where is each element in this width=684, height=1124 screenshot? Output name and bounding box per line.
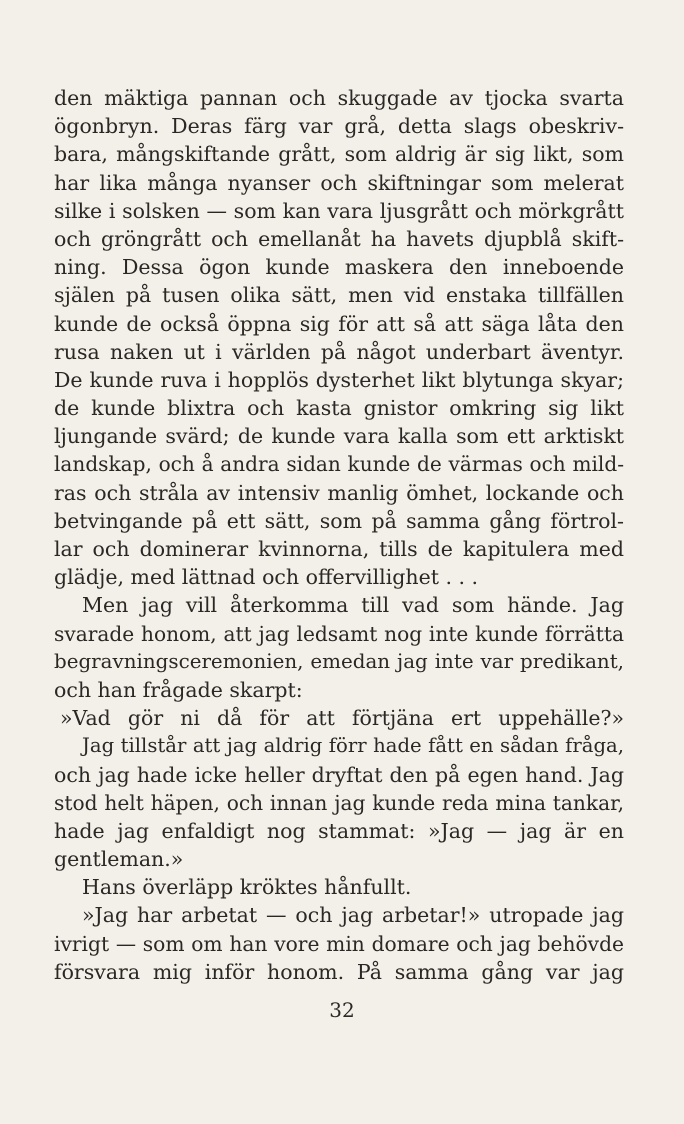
- text-line: ögonbryn. Deras färg var grå, detta slags obeskriv-: [54, 114, 624, 139]
- text-line: själen på tusen olika sätt, men vid enstaka tillfällen: [54, 283, 624, 308]
- text-line: ras och stråla av intensiv manlig ömhet, lockande och: [54, 480, 624, 505]
- paragraph-start-line: Jag tillstår att jag aldrig förr hade fått en sådan fråga,: [82, 734, 624, 758]
- text-line: De kunde ruva i hopplös dysterhet likt blytunga skyar;: [54, 367, 624, 392]
- text-line: gentleman.»: [54, 847, 184, 872]
- text-line: ning. Dessa ögon kunde maskera den inneboende: [54, 255, 624, 280]
- paragraph-start-line: Men jag vill återkomma till vad som hände. Jag: [82, 593, 624, 618]
- text-line: hade jag enfaldigt nog stammat: »Jag — jag är en: [54, 818, 624, 843]
- paragraph-start-line: Hans överläpp kröktes hånfullt.: [82, 875, 412, 900]
- text-line: har lika många nyanser och skiftningar som melerat: [54, 170, 624, 195]
- text-line: begravningsceremonien, emedan jag inte var predikant,: [54, 649, 624, 673]
- text-line: bara, mångskiftande grått, som aldrig är sig likt, som: [54, 142, 624, 167]
- dialogue-line: »Vad gör ni då för att förtjäna ert uppehälle?»: [60, 706, 624, 731]
- text-line: försvara mig inför honom. På samma gång var jag: [54, 959, 624, 984]
- text-line: de kunde blixtra och kasta gnistor omkring sig likt: [54, 396, 624, 421]
- text-line: ivrigt — som om han vore min domare och jag behövde: [54, 931, 624, 956]
- text-line: och jag hade icke heller dryftat den på egen hand. Jag: [54, 762, 624, 787]
- paragraph-start-line: »Jag har arbetat — och jag arbetar!» utropade jag: [82, 903, 624, 928]
- text-line: och gröngrått och emellanåt ha havets djupblå skift-: [54, 226, 624, 251]
- text-line: glädje, med lättnad och offervillighet . . .: [54, 565, 479, 590]
- text-line: landskap, och å andra sidan kunde de värmas och mild-: [54, 452, 624, 477]
- text-line: stod helt häpen, och innan jag kunde reda mina tankar,: [54, 790, 624, 815]
- text-line: kunde de också öppna sig för att så att säga låta den: [54, 311, 624, 336]
- body-text: [54, 84, 624, 986]
- text-line: och han frågade skarpt:: [54, 677, 303, 702]
- text-line: ljungande svärd; de kunde vara kalla som ett arktiskt: [54, 424, 624, 449]
- text-line: betvingande på ett sätt, som på samma gång förtrol-: [54, 508, 624, 533]
- page-number: 32: [329, 998, 355, 1022]
- text-line: den mäktiga pannan och skuggade av tjocka svarta: [54, 86, 624, 110]
- text-line: silke i solsken — som kan vara ljusgrått och mörkgrått: [54, 198, 624, 223]
- text-line: rusa naken ut i världen på något underbart äventyr.: [54, 339, 624, 364]
- text-line: lar och dominerar kvinnorna, tills de kapitulera med: [54, 537, 624, 561]
- text-line: svarade honom, att jag ledsamt nog inte kunde förrätta: [54, 621, 624, 646]
